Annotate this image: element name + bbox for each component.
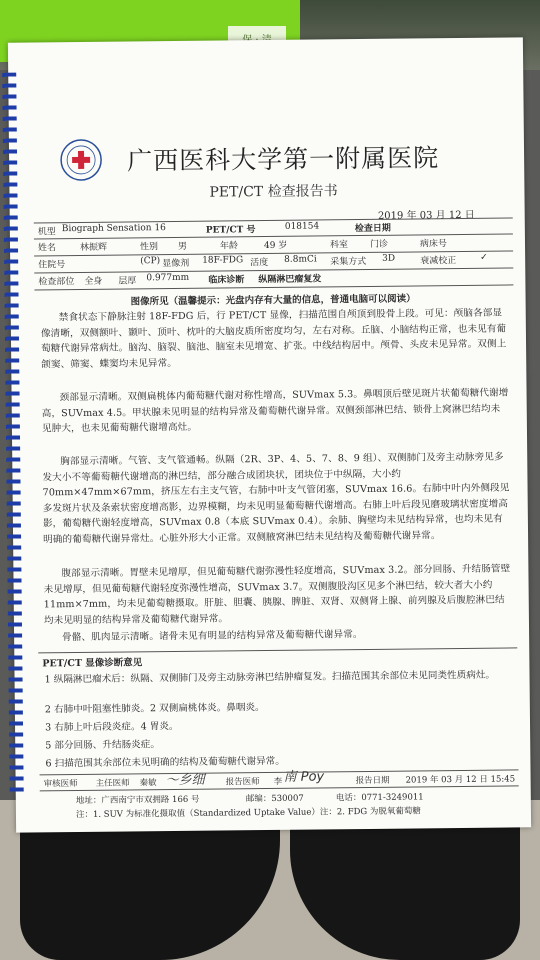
- findings-paragraph-2: 颈部显示清晰。双侧扁桃体内葡萄糖代谢对称性增高，SUVmax 5.3。鼻咽顶后壁见斑片状葡萄糖代谢增高，SUVmax 4.5。甲状腺未见明显的结构异常及葡萄糖代谢异常。双侧颈部淋巴结、锁骨上窝淋巴结均未见肿大，也未见葡萄糖代谢增高灶。: [41, 387, 509, 435]
- findings-title: 图像所见（温馨提示：光盘内存有大量的信息，普通电脑可以阅读）: [130, 293, 416, 308]
- patient-sex: 男: [177, 241, 188, 252]
- diagnosis-item-4: 5 部分回肠、升结肠炎症。: [45, 739, 160, 752]
- check-date-label: 检查日期: [354, 223, 391, 235]
- hospital-logo-icon: [59, 138, 103, 182]
- part-label: 检查部位: [38, 277, 75, 288]
- mode-value: 3D: [382, 253, 396, 264]
- machine-value: Biograph Sensation 16: [61, 223, 166, 235]
- patient-dept: 门诊: [369, 239, 389, 250]
- hospital-name: 广西医科大学第一附属医院: [126, 143, 440, 176]
- report-paper: [8, 37, 531, 832]
- diagnosis-item-2: 2 右肺中叶阻塞性肺炎。2 双侧扁桃体炎。鼻咽炎。: [44, 702, 265, 716]
- slice-value: 0.977mm: [146, 272, 190, 284]
- cp-label: (CP): [140, 256, 161, 267]
- petct-number: 018154: [284, 221, 320, 232]
- spiral-binding: [2, 73, 24, 793]
- agent-label: 显像剂: [162, 258, 190, 270]
- attenuation-check-icon: ✓: [480, 252, 488, 263]
- doctor-name: 李: [273, 776, 283, 787]
- name-label: 姓名: [37, 243, 57, 254]
- findings-paragraph-3: 胸部显示清晰。气管、支气管通畅。纵隔（2R、3P、4、5、7、8、9 组）、双侧肺门及旁主动脉旁见多发大小不等葡萄糖代谢增高的淋巴结，部分融合成团块状，团块位于中纵隔，大小约 70mm×47mm×67mm，挤压左右主支气管，右肺中叶支气管闭塞，SUVmax 16.6。右肺中叶内外侧段见多发斑片状及条索状密度增高影，边界模糊，均未见明显葡萄糖代谢增高。右肺上叶后段见磨玻璃状密度增高影，葡萄糖代谢轻度增高，SUVmax 0.8（本底 SUVmax 0.4）。余肺、胸壁均未见结构异常，也均未见有明确的葡萄糖代谢异常灶。心脏外形大小正常。双侧腋窝淋巴结未见结构及葡萄糖代谢异常。: [42, 451, 510, 545]
- postcode: 邮编：530007: [245, 793, 304, 805]
- chief-label: 主任医师: [95, 778, 130, 789]
- part-value: 全身: [84, 276, 103, 287]
- address: 地址：广西南宁市双拥路 166 号: [75, 794, 200, 807]
- clinical-label: 临床诊断: [208, 275, 245, 286]
- mode-label: 采集方式: [330, 256, 367, 268]
- signature-2: 南 Poy: [283, 769, 325, 785]
- findings-paragraph-1: 禁食状态下静脉注射 18F-FDG 后，行 PET/CT 显像，扫描范围自颅顶到股骨上段。可见：颅脑各部显像清晰，双侧额叶、颞叶、顶叶、枕叶的大脑皮质所密度均匀，左右对称。丘脑、小脑结构正常，也未见有葡萄糖代谢异常病灶。脑沟、脑裂、脑池、脑室未见增宽、扩张。中线结构居中。颅骨、头皮未见异常。双侧上颌窦、筛窦、蝶窦均未见异常。: [40, 307, 507, 370]
- activity-label: 活度: [250, 258, 269, 269]
- agent-value: 18F-FDG: [202, 255, 244, 266]
- dept-label: 科室: [329, 240, 349, 251]
- report-subtitle: PET/CT 检查报告书: [209, 183, 338, 201]
- diagnosis-item-3: 3 右肺上叶后段炎症。4 胃炎。: [44, 720, 179, 734]
- slice-label: 层厚: [118, 276, 137, 287]
- clinical-diagnosis: 纵隔淋巴瘤复发: [258, 274, 322, 286]
- reviewer-label: 审核医师: [43, 779, 78, 790]
- diagnosis-item-1: 1 纵隔淋巴瘤术后：纵隔、双侧肺门及旁主动脉旁淋巴结肿瘤复发。扫描范围其余部位未见同类性质病灶。: [44, 669, 496, 686]
- report-date-label: 报告日期: [355, 775, 390, 787]
- diagnosis-item-5: 6 扫描范围其余部位未见明确的结构及葡萄糖代谢异常。: [45, 755, 285, 770]
- activity-value: 8.8mCi: [284, 254, 317, 265]
- sex-label: 性别: [139, 242, 159, 253]
- bed-label: 病床号: [419, 239, 448, 250]
- footnote: 注：1. SUV 为标准化摄取值（Standardized Uptake Value）注：2. FDG 为脱氧葡萄糖: [75, 806, 421, 821]
- diagnosis-title: PET/CT 显像诊断意见: [42, 657, 143, 670]
- petct-label: PET/CT 号: [205, 225, 256, 236]
- attenuation-label: 衰减校正: [420, 256, 457, 267]
- age-label: 年龄: [219, 241, 239, 252]
- report-date-top: 2019 年 03 月 12 日: [377, 209, 475, 222]
- patient-age: 49 岁: [263, 240, 288, 252]
- chief-name: 秦敏: [139, 778, 157, 789]
- hospital-number-label: 住院号: [38, 260, 66, 271]
- phone: 电话：0771-3249011: [335, 792, 424, 804]
- findings-paragraph-5: 骨骼、肌肉显示清晰。诸骨未见有明显的结构异常及葡萄糖代谢异常。: [62, 629, 363, 644]
- machine-label: 机型: [37, 227, 56, 238]
- reporter-label: 报告医师: [225, 777, 260, 788]
- patient-name: 林振辉: [79, 242, 108, 253]
- findings-paragraph-4: 腹部显示清晰。胃壁未见增厚，但见葡萄糖代谢弥漫性轻度增高，SUVmax 3.2。部分回肠、升结肠管壁未见增厚，但见葡萄糖代谢轻度弥漫性增高，SUVmax 3.7。双侧腹股沟区见多个淋巴结，较大者大小约 11mm×7mm，均未见葡萄糖摄取。肝脏、胆囊、胰腺、脾脏、双肾、双侧肾上腺、前列腺及后腹腔淋巴结均未见明显的结构异常及葡萄糖代谢异常。: [43, 563, 511, 626]
- report-date: 2019 年 03 月 12 日 15:45: [405, 774, 516, 786]
- signature-1: ～乡细: [165, 772, 205, 789]
